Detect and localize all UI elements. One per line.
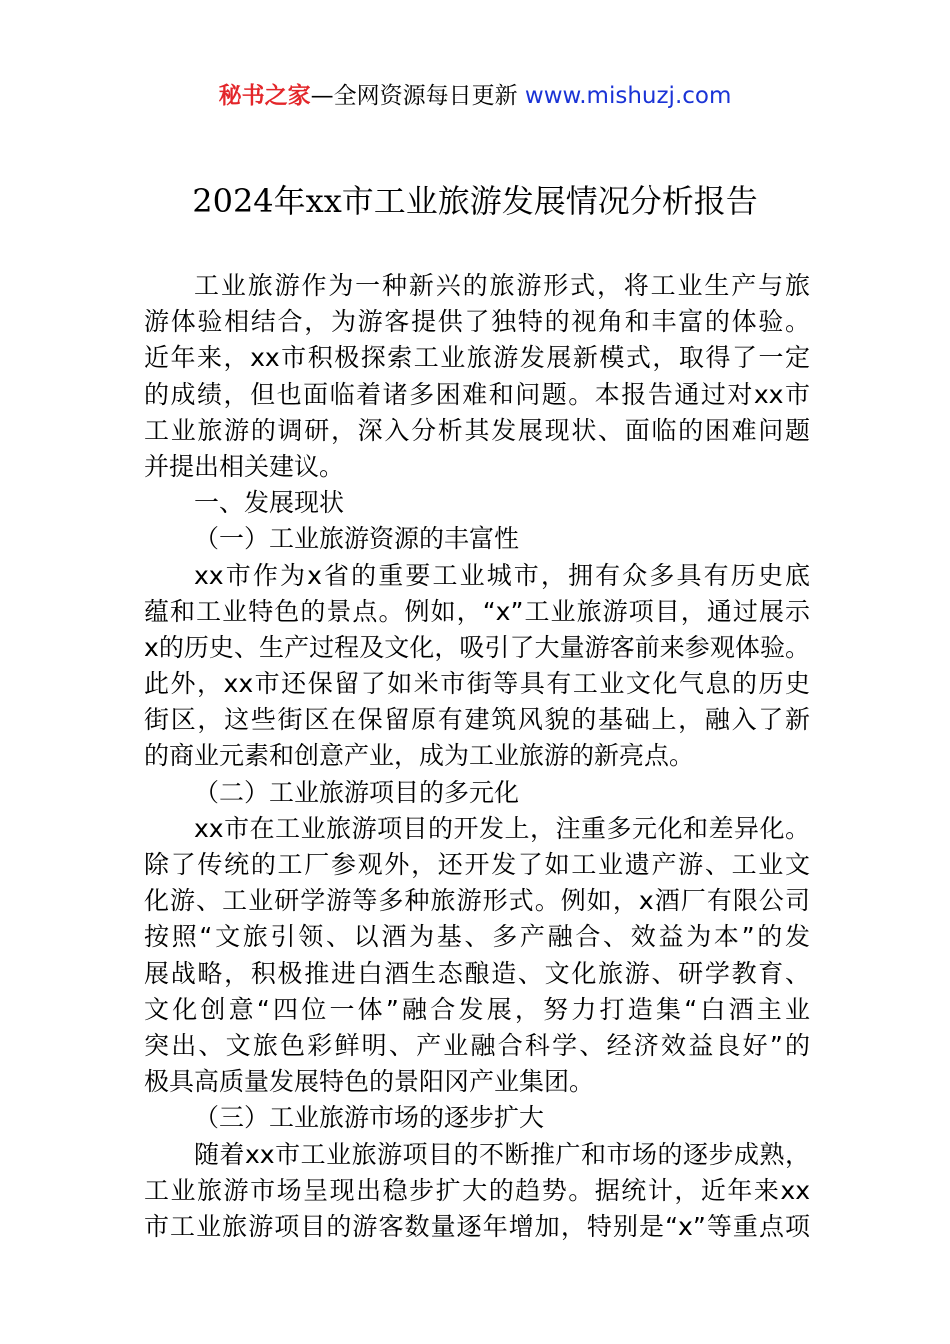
subsection-heading: （三）工业旅游市场的逐步扩大 — [194, 1103, 545, 1133]
paragraph-line: 展战略，积极推进白酒生态酿造、文化旅游、研学教育、 — [144, 958, 810, 988]
paragraph-line: 游体验相结合，为游客提供了独特的视角和丰富的体验。 — [144, 307, 810, 337]
site-header — [0, 79, 950, 113]
paragraph-line: 除了传统的工厂参观外，还开发了如工业遗产游、工业文 — [144, 850, 810, 879]
paragraph-line: xx市作为x省的重要工业城市，拥有众多具有历史底 — [194, 560, 810, 590]
document-body — [144, 268, 810, 1245]
paragraph-line: 街区，这些街区在保留原有建筑风貌的基础上，融入了新 — [144, 705, 810, 735]
paragraph-line: 文化创意“四位一体”融合发展，努力打造集“白酒主业 — [144, 994, 810, 1024]
paragraph-line: xx市在工业旅游项目的开发上，注重多元化和差异化。 — [194, 813, 810, 843]
paragraph-line: 化游、工业研学游等多种旅游形式。例如，x酒厂有限公司 — [144, 886, 810, 916]
paragraph-line: 的成绩，但也面临着诸多困难和问题。本报告通过对xx市 — [144, 379, 810, 409]
paragraph-line: 按照“文旅引领、以酒为基、多产融合、效益为本”的发 — [144, 922, 810, 952]
paragraph-line: 的商业元素和创意产业，成为工业旅游的新亮点。 — [144, 741, 695, 771]
paragraph-line: 市工业旅游项目的游客数量逐年增加，特别是“x”等重点项 — [144, 1211, 810, 1241]
paragraph-line: 此外，xx市还保留了如米市街等具有工业文化气息的历史 — [144, 669, 810, 699]
document-title: 2024年xx市工业旅游发展情况分析报告 — [192, 182, 758, 220]
paragraph-line: x的历史、生产过程及文化，吸引了大量游客前来参观体验。 — [144, 632, 810, 662]
paragraph-line: 工业旅游作为一种新兴的旅游形式，将工业生产与旅 — [194, 271, 810, 300]
paragraph-line: 蕴和工业特色的景点。例如，“x”工业旅游项目，通过展示 — [144, 596, 810, 626]
site-url-link[interactable]: www.mishuzj.com — [524, 83, 732, 109]
paragraph-line: 工业旅游的调研，深入分析其发展现状、面临的困难问题 — [144, 415, 810, 445]
header-tagline: —全网资源每日更新 — [310, 83, 525, 109]
paragraph-line: 工业旅游市场呈现出稳步扩大的趋势。据统计，近年来xx — [144, 1175, 810, 1205]
paragraph-line: 并提出相关建议。 — [144, 451, 345, 481]
subsection-heading: （一）工业旅游资源的丰富性 — [194, 524, 520, 554]
paragraph-line: 随着xx市工业旅游项目的不断推广和市场的逐步成熟， — [194, 1139, 810, 1169]
paragraph-line: 突出、文旅色彩鲜明、产业融合科学、经济效益良好”的 — [144, 1030, 810, 1060]
section-heading: 一、发展现状 — [194, 488, 345, 518]
paragraph-line: 极具高质量发展特色的景阳冈产业集团。 — [144, 1067, 595, 1097]
brand-name: 秘书之家 — [218, 83, 311, 109]
subsection-heading: （二）工业旅游项目的多元化 — [194, 777, 520, 807]
paragraph-line: 近年来，xx市积极探索工业旅游发展新模式，取得了一定 — [144, 343, 810, 373]
